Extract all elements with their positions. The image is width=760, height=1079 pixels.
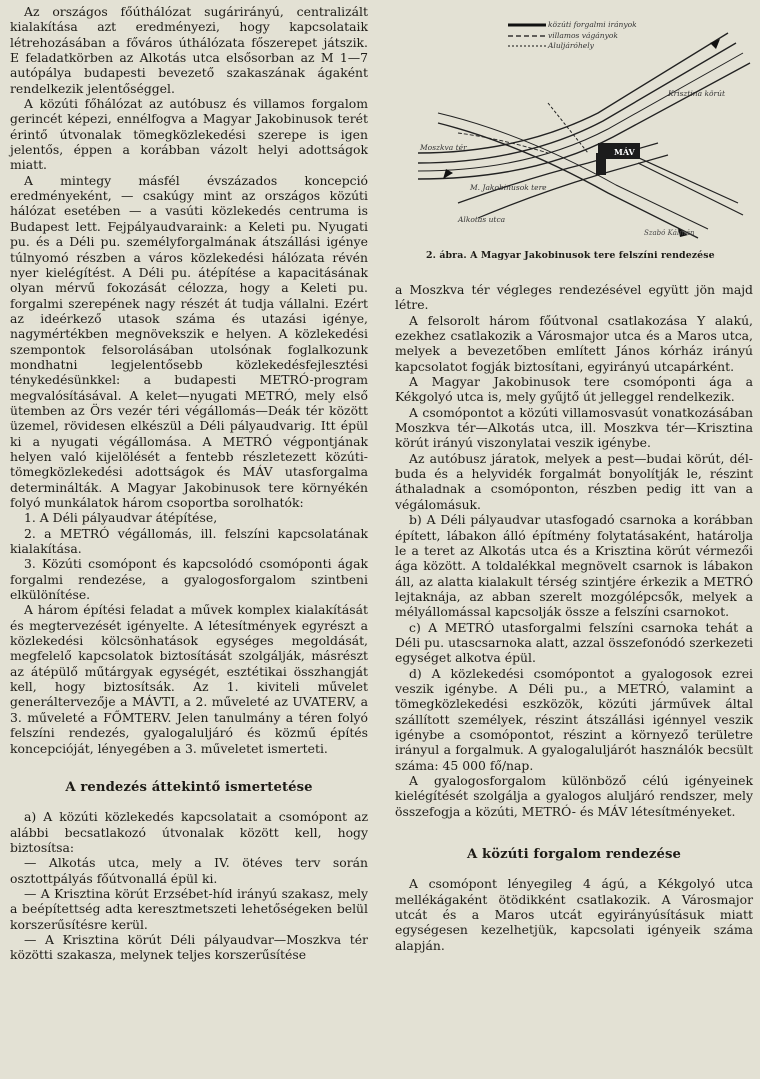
paragraph: a Moszkva tér végleges rendezésével együtt jön majd létre. — [395, 282, 753, 313]
paragraph: A csomópontot a közúti villamosvasút vonatkozásában Moszkva tér—Alkotás utca, ill. Moszkva tér—Krisztina körút irányú viszonylatai veszik igénybe. — [395, 404, 753, 451]
list-item: 1. A Déli pályaudvar átépítése, — [24, 510, 218, 526]
mav-label: MÁV — [610, 146, 639, 158]
figure-intersection-map — [398, 3, 756, 275]
paragraph: A csomópont lényegileg 4 ágú, a Kékgolyó utca mellékágaként ötödikként csatlakozik. A Városmajor utcát és a Maros utcát egyirányúsításuk miatt egységesen kezelhetjük, kapcsolati igényeik száma alapján. — [395, 876, 753, 953]
paragraph: — Alkotás utca, mely a IV. ötéves terv során osztottpályás főútvonallá épül ki. — [10, 855, 368, 886]
left-column — [10, 4, 368, 963]
legend-label: Aluljáróhely — [548, 41, 594, 50]
street-label: Moszkva tér — [420, 143, 467, 152]
paragraph: A közúti főhálózat az autóbusz és villamos forgalom gerincét képezi, ennélfogva a Magyar Jakobinusok terét érintő útvonalak tömegközlekedési szerepe is igen jelentős, éppen a korábban vázolt helyi adottságok miatt. — [10, 96, 368, 173]
section-heading: A közúti forgalom rendezése — [467, 847, 681, 863]
paragraph: — A Krisztina körút Erzsébet-híd irányú szakasz, mely a beépítettség adta keresztmetszeti lehetőségeken belül korszerűsítésre kerül. — [10, 885, 368, 932]
paragraph: A gyalogosforgalom különböző célú igényeinek kielégítését szolgálja a gyalogos aluljáró rendszer, mely összefogja a közúti, METRÓ- és MÁV létesítményeket. — [395, 773, 753, 819]
paragraph: Az országos főúthálózat sugárirányú, centralizált kialakítása azt eredményezi, hogy kapcsolataik létrehozásában a főváros úthálózata főszerepet játszik. E feladatkörben az Alkotás utca elsősorban az M 1—7 autópálya budapesti bevezető szakaszának ágaként rendelkezik jelentőséggel. — [10, 4, 368, 96]
section-heading: A rendezés áttekintő ismertetése — [65, 779, 313, 795]
legend-label: közúti forgalmi irányok — [548, 20, 637, 29]
right-column — [395, 282, 753, 953]
paragraph: b) A Déli pályaudvar utasfogadó csarnoka a korábban épített, lábakon álló építmény folytatásaként, határolja le a teret az Alkotás utca és a Krisztina körút vérmezői ága között. A toldalékkal megnövelt csarnok is lábakon áll, az alatta kialakult térség szintjére érkezik a METRÓ lejtaknája, az abban szerelt mozgólépcsők, melyek a mélyállomással kapcsolják össze a felszíni csarnokot. — [395, 512, 753, 620]
paragraph: Az autóbusz járatok, melyek a pest—budai körút, dél-buda és a helyvidék forgalmát bonyolítják le, részint áthaladnak a csomóponton, részben pedig itt van a végálomásuk. — [395, 450, 753, 512]
paragraph: A három építési feladat a művek komplex kialakítását és megtervezését igényelte. A létesítmények egyrészt a közlekedési kölcsönhatások egységes megoldását, megfelelő kapcsolatok biztosítását szolgálják, másrészt az átépülő műtárgyak egységét, esztétikai összhangját kell, hogy biztosítsák. Az 1. kiviteli művelet generáltervezője a MÁVTI, a 2. műveleté az UVATERV, a 3. műveleté a FŐMTERV. Jelen tanulmány a téren folyó felszíni rendezés, gyalogaluljáró és közmű építés koncepcióját, lényegében a 3. műveletet ismerteti. — [10, 602, 368, 756]
list-item: 3. Közúti csomópont és kapcsolódó csomóponti ágak forgalmi rendezése, a gyalogosforgalom szintbeni elkülönítése. — [10, 556, 368, 603]
paragraph: A Magyar Jakobinusok tere csomóponti ága a Kékgolyó utca is, mely gyűjtő út jelleggel rendelkezik. — [395, 374, 753, 405]
legend-label: villamos vágányok — [548, 31, 618, 40]
street-label: Krisztina körút — [668, 89, 725, 98]
paragraph: A mintegy másfél évszázados koncepció eredményeként, — csakúgy mint az országos közúti hálózat esetében — a vasúti közlekedés centruma is Budapest lett. Fejpályaudvaraink: a Keleti pu. Nyugati pu. és a Déli pu. személyforgalmának átszállási igénye túlnyomó részben a város közlekedési hálózata révén nyer kielégítést. A Déli pu. átépítése a kapacitásának olyan mérvű fokozását célozza, hogy a Keleti pu. forgalmi szerepének nagy részét át tudja vállalni. Ezért az ideérkező utasok száma és utazási igénye, nagymértékben megnövekszik e helyen. A közlekedési szempontok felsorolásában utolsónak foglalkozunk mondhatni legjelentősebb közlekedésfejlesztési ténykedésünkkel: a budapesti METRÓ-program megvalósításával. A kelet—nyugati METRÓ, mely első ütemben az Örs vezér téri végállomás—Deák tér között üzemel, rövidesen elkészül a Déli pályaudvarig. Itt épül ki a nyugati végállomása. A METRÓ végpontjának helyen való kijelölését a fentebb részletezett közúti-tömegközlekedési adottságok és MÁV utasforgalma determinálták. A Magyar Jakobinusok tere környékén folyó munkálatok három csoportba sorolhatók: — [10, 172, 368, 510]
figure-caption: 2. ábra. A Magyar Jakobinusok tere felszíni rendezése — [426, 250, 715, 261]
paragraph: a) A közúti közlekedés kapcsolatait a csomópont az alábbi becsatlakozó útvonalak között kell, hogy biztosítsa: — [10, 809, 368, 855]
list-item: 2. a METRÓ végállomás, ill. felszíni kapcsolatának kialakítása. — [10, 525, 368, 557]
figure-credit: Szabó Kálmán — [644, 229, 695, 237]
street-label: Alkotás utca — [458, 215, 506, 224]
paragraph: A felsorolt három főútvonal csatlakozása Y alakú, ezekhez csatlakozik a Városmajor utca és a Maros utca, melyek a bevezetőben említett János kórház irányú kapcsolatot fogják biztosítani, egyirányú utcapárként. — [395, 312, 753, 374]
paragraph: c) A METRÓ utasforgalmi felszíni csarnoka tehát a Déli pu. utascsarnoka alatt, azzal összefonódó szerkezeti egységet alkotva épül. — [395, 619, 753, 666]
street-label: M. Jakobinusok tere — [470, 183, 547, 192]
paragraph: d) A közlekedési csomópontot a gyalogosok ezrei veszik igénybe. A Déli pu., a METRÓ, valamint a tömegközlekedési eszközök, közúti járművek által szállított személyek, részint átszállási igénnyel veszik igénybe a csomópontot, részint a környező területre irányul a forgalmuk. A gyalogaluljárót használók becsült száma: 45 000 fő/nap. — [395, 665, 753, 773]
paragraph: — A Krisztina körút Déli pályaudvar—Moszkva tér közötti szakasza, melynek teljes korszerűsítése — [10, 931, 368, 963]
